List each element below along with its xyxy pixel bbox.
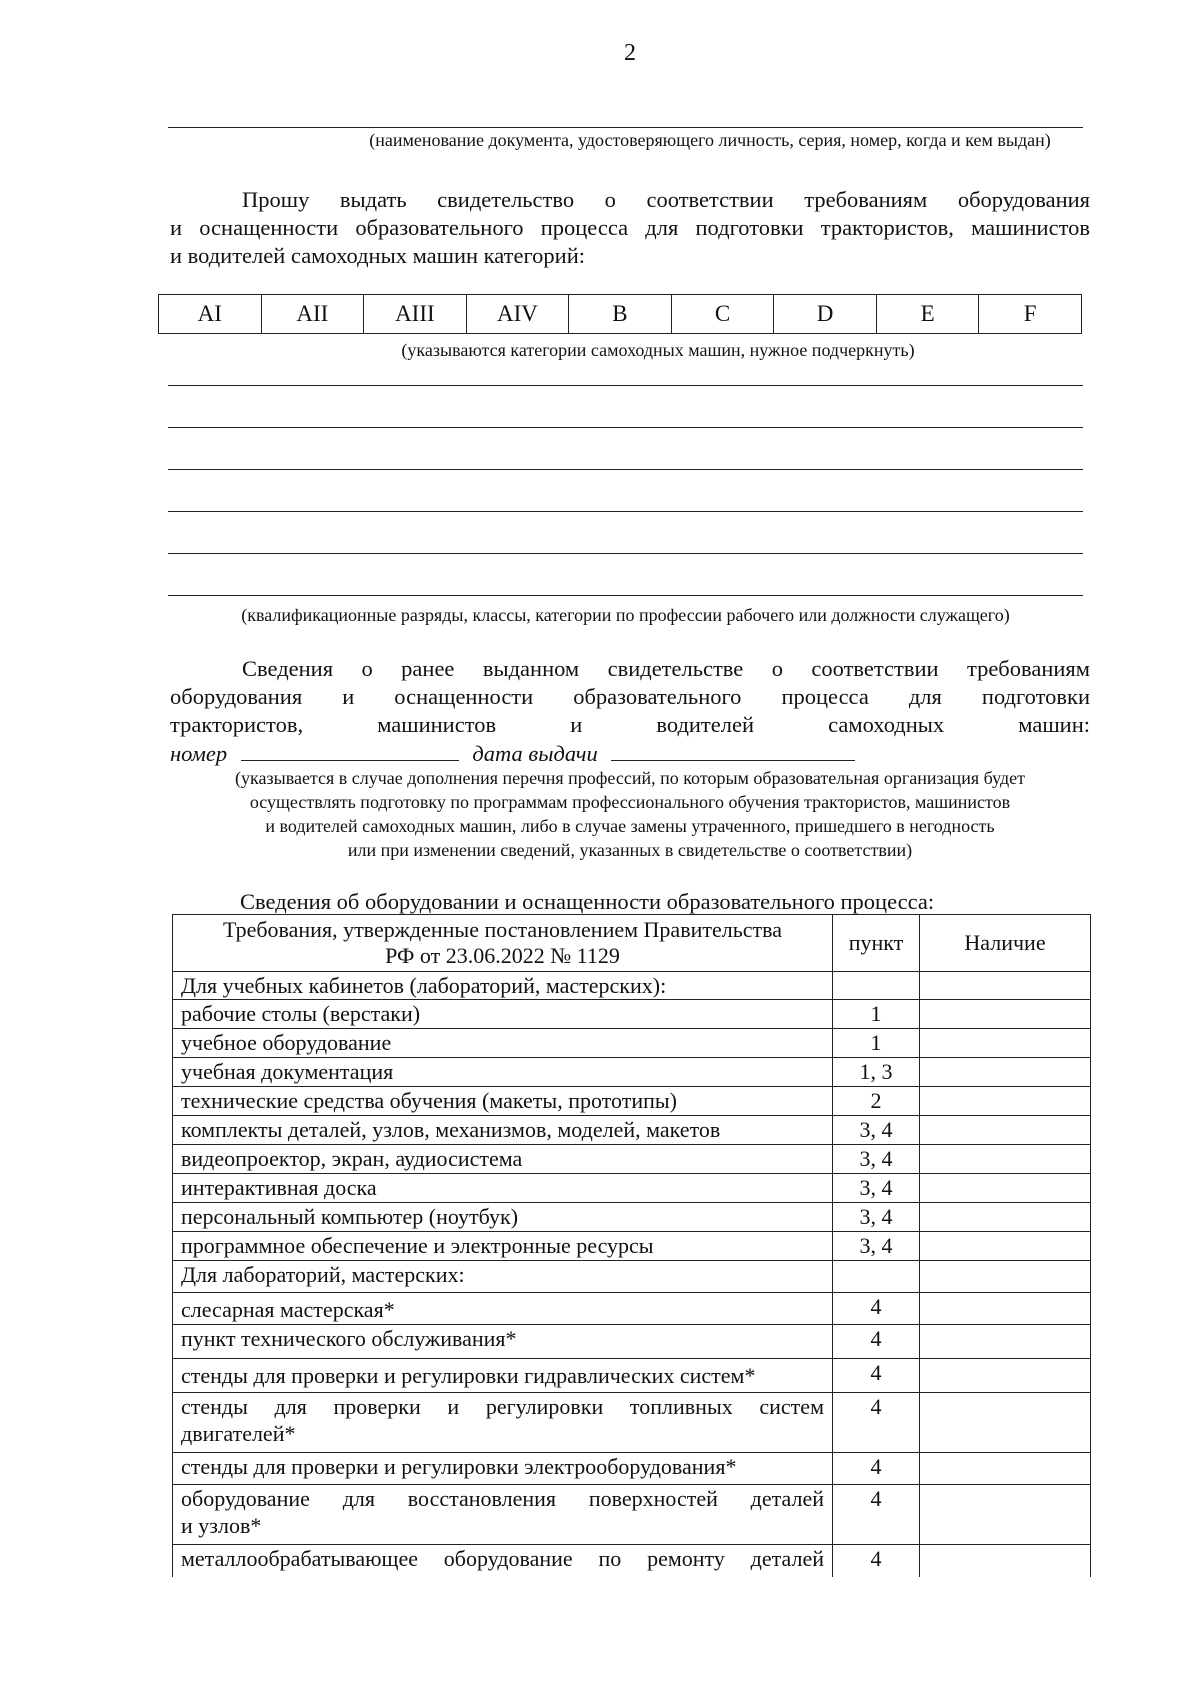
requirement-cell bbox=[173, 1485, 833, 1545]
table-row bbox=[173, 1000, 1091, 1029]
previous-certificate-paragraph bbox=[170, 655, 1090, 739]
category-aiv[interactable]: AIV bbox=[466, 295, 569, 334]
presence-cell[interactable] bbox=[920, 1000, 1091, 1029]
header-presence: Наличие bbox=[920, 915, 1091, 972]
item-cell: 1, 3 bbox=[833, 1058, 920, 1087]
item-cell: 4 bbox=[833, 1359, 920, 1393]
table-row bbox=[173, 1453, 1091, 1485]
table-row bbox=[173, 1261, 1091, 1293]
requirement-cell: комплекты деталей, узлов, механизмов, моделей, макетов bbox=[173, 1116, 833, 1145]
item-cell: 3, 4 bbox=[833, 1203, 920, 1232]
category-aiii[interactable]: AIII bbox=[364, 295, 467, 334]
item-cell: 3, 4 bbox=[833, 1232, 920, 1261]
presence-cell[interactable] bbox=[920, 1116, 1091, 1145]
request-line: и оснащенности образовательного процесса для подготовки трактористов, машинистов bbox=[170, 215, 1090, 240]
presence-cell[interactable] bbox=[920, 1174, 1091, 1203]
category-c[interactable]: C bbox=[671, 295, 774, 334]
item-cell: 1 bbox=[833, 1000, 920, 1029]
category-aii[interactable]: AII bbox=[261, 295, 364, 334]
item-cell: 4 bbox=[833, 1453, 920, 1485]
requirement-line: и узлов* bbox=[181, 1513, 262, 1538]
table-row bbox=[173, 1325, 1091, 1359]
presence-cell[interactable] bbox=[920, 1087, 1091, 1116]
category-d[interactable]: D bbox=[774, 295, 877, 334]
request-line: Прошу выдать свидетельство о соответствии требованиям оборудования bbox=[242, 187, 1090, 212]
presence-cell[interactable] bbox=[920, 1029, 1091, 1058]
requirement-cell: Для учебных кабинетов (лабораторий, мастерских): bbox=[173, 972, 833, 1000]
header-requirements bbox=[173, 915, 833, 972]
requirement-cell: интерактивная доска bbox=[173, 1174, 833, 1203]
presence-cell[interactable] bbox=[920, 1453, 1091, 1485]
presence-cell[interactable] bbox=[920, 1545, 1091, 1577]
item-cell: 4 bbox=[833, 1325, 920, 1359]
previous-line: оборудования и оснащенности образовательного процесса для подготовки bbox=[170, 684, 1090, 709]
requirement-cell: технические средства обучения (макеты, прототипы) bbox=[173, 1087, 833, 1116]
table-row bbox=[173, 1174, 1091, 1203]
item-cell bbox=[833, 1261, 920, 1293]
previous-line: Сведения о ранее выданном свидетельстве о соответствии требованиям bbox=[242, 656, 1090, 681]
table-row bbox=[173, 972, 1091, 1000]
request-paragraph bbox=[170, 186, 1090, 270]
requirement-cell: рабочие столы (верстаки) bbox=[173, 1000, 833, 1029]
requirement-cell bbox=[173, 1545, 833, 1577]
table-row bbox=[173, 1116, 1091, 1145]
id-document-caption: (наименование документа, удостоверяющего личность, серия, номер, когда и кем выдан) bbox=[369, 130, 1051, 150]
presence-cell[interactable] bbox=[920, 1145, 1091, 1174]
number-label: номер bbox=[170, 741, 228, 766]
category-b[interactable]: B bbox=[569, 295, 672, 334]
item-cell: 2 bbox=[833, 1087, 920, 1116]
header-requirements-line: РФ от 23.06.2022 № 1129 bbox=[385, 943, 620, 968]
categories-caption: (указываются категории самоходных машин, нужное подчеркнуть) bbox=[401, 340, 915, 360]
item-cell: 4 bbox=[833, 1485, 920, 1545]
requirement-cell: программное обеспечение и электронные ресурсы bbox=[173, 1232, 833, 1261]
previous-line: трактористов, машинистов и водителей самоходных машин: bbox=[170, 712, 1090, 737]
requirement-line: оборудование для восстановления поверхностей деталей bbox=[181, 1486, 824, 1511]
presence-cell[interactable] bbox=[920, 1359, 1091, 1393]
previous-certificate-fields bbox=[170, 740, 870, 767]
qualification-line[interactable] bbox=[168, 511, 1083, 512]
table-row bbox=[173, 1293, 1091, 1325]
category-f[interactable]: F bbox=[979, 295, 1082, 334]
requirement-cell: учебное оборудование bbox=[173, 1029, 833, 1058]
qualification-line[interactable] bbox=[168, 595, 1083, 596]
qualification-line[interactable] bbox=[168, 553, 1083, 554]
table-row bbox=[173, 1545, 1091, 1577]
header-requirements-line: Требования, утвержденные постановлением Правительства bbox=[222, 917, 782, 942]
requirement-cell: слесарная мастерская* bbox=[173, 1293, 833, 1325]
requirement-cell: пункт технического обслуживания* bbox=[173, 1325, 833, 1359]
note-line: и водителей самоходных машин, либо в случае замены утраченного, пришедшего в негодность bbox=[265, 816, 995, 836]
table-header bbox=[173, 915, 1091, 972]
equipment-table bbox=[172, 914, 1091, 1577]
table-row bbox=[173, 1232, 1091, 1261]
category-ai[interactable]: AI bbox=[159, 295, 262, 334]
table-row bbox=[173, 1359, 1091, 1393]
requirement-line: металлообрабатывающее оборудование по ремонту деталей bbox=[181, 1546, 824, 1571]
presence-cell[interactable] bbox=[920, 1261, 1091, 1293]
requirement-line: стенды для проверки и регулировки топливных систем bbox=[181, 1394, 824, 1419]
requirement-cell bbox=[173, 1393, 833, 1453]
presence-cell[interactable] bbox=[920, 1325, 1091, 1359]
requirement-cell: видеопроектор, экран, аудиосистема bbox=[173, 1145, 833, 1174]
equipment-title: Сведения об оборудовании и оснащенности образовательного процесса: bbox=[240, 889, 935, 914]
item-cell: 4 bbox=[833, 1393, 920, 1453]
presence-cell[interactable] bbox=[920, 1485, 1091, 1545]
note-line: осуществлять подготовку по программам профессионального обучения трактористов, машинистов bbox=[249, 792, 1011, 812]
qualification-line[interactable] bbox=[168, 385, 1083, 386]
note-line: (указывается в случае дополнения перечня профессий, по которым образовательная организация будет bbox=[235, 768, 1025, 788]
table-row bbox=[173, 1145, 1091, 1174]
categories-table bbox=[158, 294, 1082, 334]
table-row bbox=[173, 1029, 1091, 1058]
id-document-line bbox=[168, 127, 1083, 128]
item-cell: 4 bbox=[833, 1293, 920, 1325]
requirement-line: двигателей* bbox=[181, 1421, 296, 1446]
presence-cell[interactable] bbox=[920, 1293, 1091, 1325]
requirement-cell: стенды для проверки и регулировки электрооборудования* bbox=[173, 1453, 833, 1485]
item-cell: 4 bbox=[833, 1545, 920, 1577]
presence-cell[interactable] bbox=[920, 1203, 1091, 1232]
table-row bbox=[173, 1203, 1091, 1232]
note-line: или при изменении сведений, указанных в свидетельстве о соответствии) bbox=[347, 840, 913, 860]
presence-cell[interactable] bbox=[920, 1058, 1091, 1087]
previous-certificate-note bbox=[170, 766, 1090, 862]
item-cell: 1 bbox=[833, 1029, 920, 1058]
item-cell: 3, 4 bbox=[833, 1145, 920, 1174]
presence-cell[interactable] bbox=[920, 1232, 1091, 1261]
item-cell bbox=[833, 972, 920, 1000]
table-row bbox=[173, 1087, 1091, 1116]
requirement-cell: персональный компьютер (ноутбук) bbox=[173, 1203, 833, 1232]
table-row bbox=[173, 1058, 1091, 1087]
category-e[interactable]: E bbox=[876, 295, 979, 334]
presence-cell[interactable] bbox=[920, 972, 1091, 1000]
qualification-line[interactable] bbox=[168, 427, 1083, 428]
date-field[interactable] bbox=[611, 740, 855, 761]
qualification-line[interactable] bbox=[168, 469, 1083, 470]
table-row bbox=[173, 1393, 1091, 1453]
date-label: дата выдачи bbox=[472, 741, 598, 766]
request-line: и водителей самоходных машин категорий: bbox=[170, 243, 585, 268]
item-cell: 3, 4 bbox=[833, 1174, 920, 1203]
requirement-cell: учебная документация bbox=[173, 1058, 833, 1087]
number-field[interactable] bbox=[241, 740, 459, 761]
requirement-cell: Для лабораторий, мастерских: bbox=[173, 1261, 833, 1293]
page-number: 2 bbox=[624, 40, 636, 66]
header-item: пункт bbox=[833, 915, 920, 972]
qualification-caption: (квалификационные разряды, классы, категории по профессии рабочего или должности служащего) bbox=[241, 605, 1010, 625]
item-cell: 3, 4 bbox=[833, 1116, 920, 1145]
requirement-cell: стенды для проверки и регулировки гидравлических систем* bbox=[173, 1359, 833, 1393]
table-row bbox=[173, 1485, 1091, 1545]
presence-cell[interactable] bbox=[920, 1393, 1091, 1453]
